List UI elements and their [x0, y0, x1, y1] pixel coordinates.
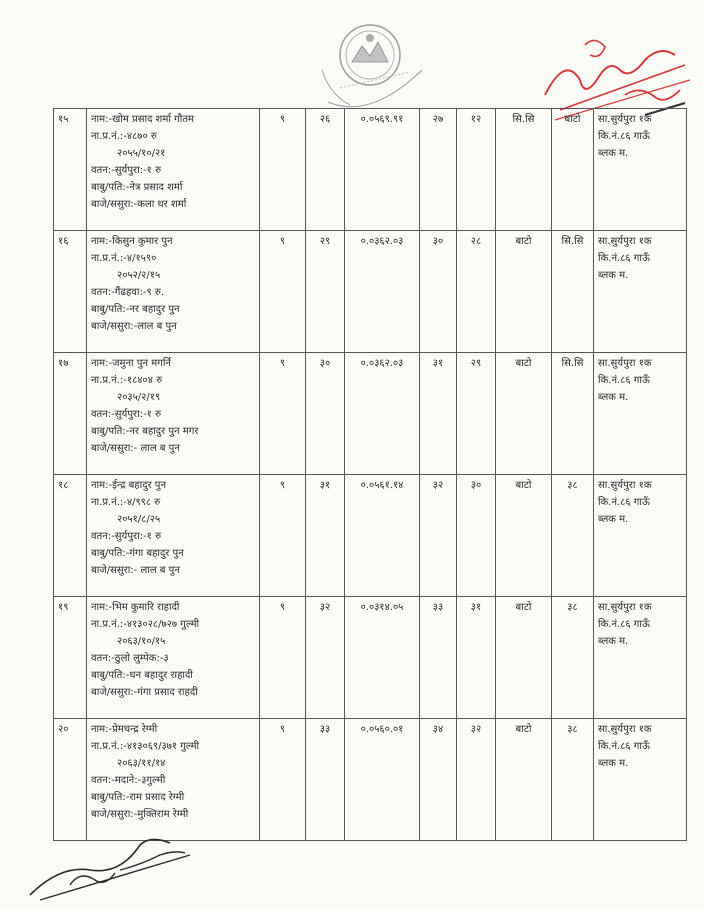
location-line: ब्लक म.	[598, 514, 629, 525]
owner-details	[87, 231, 260, 353]
boundary-east: बाटो	[496, 597, 552, 719]
boundary-west: ३८	[552, 475, 594, 597]
location	[594, 597, 687, 719]
serial-number: २०	[54, 719, 87, 841]
table-row	[54, 353, 687, 475]
father-name: बाबु/पति:-नेत्र प्रसाद शर्मा	[91, 182, 183, 193]
address: वतन:-गैंढहवा:-९ रु.	[91, 287, 165, 298]
ward-number: ९	[260, 109, 306, 231]
area: ०.०५६१.१४	[345, 475, 420, 597]
location-line: सा.सुर्यपुरा १क	[598, 236, 652, 247]
address: वतन:-सुर्यपुरा:-१ रु	[91, 409, 162, 420]
table-body	[54, 109, 687, 841]
address: वतन:-मदाने:-३गुल्मी	[91, 775, 166, 786]
location-line: ब्लक म.	[598, 148, 629, 159]
boundary-east: बाटो	[496, 231, 552, 353]
boundary-east: बाटो	[496, 719, 552, 841]
father-name: बाबु/पति:-राम प्रसाद रेग्मी	[91, 792, 185, 803]
serial-number: १५	[54, 109, 87, 231]
table-row	[54, 109, 687, 231]
citizenship-number: ना.प्र.नं.:-४१३०२८/७२७ गुल्मी	[91, 619, 200, 630]
area: ०.०३६२.०३	[345, 353, 420, 475]
serial-number: १९	[54, 597, 87, 719]
new-kitta: २७	[420, 109, 457, 231]
owner-name: नाम:-जमुना पुन मगर्नि	[91, 358, 171, 369]
location-line: सा.सुर्यपुरा १क	[598, 358, 652, 369]
serial-number: १८	[54, 475, 87, 597]
citizenship-number: ना.प्र.नं.:-४/९९८ रु	[91, 497, 161, 508]
father-name: बाबु/पति:-धन बहादुर राहादी	[91, 670, 193, 681]
kitta-number: २९	[306, 231, 345, 353]
area: ०.०५६०.०१	[345, 719, 420, 841]
adjacent-kitta: २९	[457, 353, 496, 475]
grandfather-name: बाजे/ससुरा:-कला धर शर्मा	[91, 199, 187, 210]
owner-details	[87, 597, 260, 719]
ward-number: ९	[260, 353, 306, 475]
father-name: बाबु/पति:-नर बहादुर पुन मगर	[91, 426, 199, 437]
table-row	[54, 475, 687, 597]
kitta-number: ३२	[306, 597, 345, 719]
issue-date: २०५५/१०/२१	[117, 148, 166, 159]
owner-details	[87, 353, 260, 475]
location-line: कि.नं.८६ गाऊँ	[598, 253, 650, 264]
location	[594, 475, 687, 597]
grandfather-name: बाजे/ससुरा:-लाल ब पुन	[91, 321, 177, 332]
location-line: सा.सुर्यपुरा १क	[598, 602, 652, 613]
grandfather-name: बाजे/ससुरा:-मुक्तिराम रेग्मी	[91, 809, 189, 820]
location-line: ब्लक म.	[598, 392, 629, 403]
area: ०.०३१४.०५	[345, 597, 420, 719]
boundary-west: बाटो	[552, 109, 594, 231]
location-line: ब्लक म.	[598, 636, 629, 647]
government-seal-stamp	[300, 10, 440, 120]
area: ०.०३६२.०३	[345, 231, 420, 353]
table-row	[54, 231, 687, 353]
owner-name: नाम:-किसुन कुमार पुन	[91, 236, 173, 247]
new-kitta: ३२	[420, 475, 457, 597]
boundary-east: बाटो	[496, 475, 552, 597]
owner-name: नाम:-प्रेमचन्द्र रेग्मी	[91, 724, 158, 735]
kitta-number: २६	[306, 109, 345, 231]
citizenship-number: ना.प्र.नं.:-४१३०६९/३७१ गुल्मी	[91, 741, 200, 752]
citizenship-number: ना.प्र.नं.:-४/१५९०	[91, 253, 157, 264]
boundary-west: ३८	[552, 597, 594, 719]
location-line: सा.सुर्यपुरा १क	[598, 724, 652, 735]
father-name: बाबु/पति:-गंगा बहादुर पुन	[91, 548, 184, 559]
land-records-table	[53, 108, 687, 841]
location	[594, 353, 687, 475]
ward-number: ९	[260, 475, 306, 597]
location-line: कि.नं.८६ गाऊँ	[598, 619, 650, 630]
adjacent-kitta: २८	[457, 231, 496, 353]
boundary-east: सि.सि	[496, 109, 552, 231]
location-line: सा.सुर्यपुरा १क	[598, 114, 652, 125]
owner-details	[87, 475, 260, 597]
boundary-west: ३८	[552, 719, 594, 841]
location	[594, 231, 687, 353]
grandfather-name: बाजे/ससुरा:- लाल ब पुन	[91, 565, 180, 576]
location-line: कि.नं.८६ गाऊँ	[598, 375, 650, 386]
new-kitta: ३०	[420, 231, 457, 353]
serial-number: १७	[54, 353, 87, 475]
location-line: कि.नं.८६ गाऊँ	[598, 497, 650, 508]
address: वतन:-सुर्यपुरा:-१ रु	[91, 165, 162, 176]
location	[594, 109, 687, 231]
citizenship-number: ना.प्र.नं.:-४८७० रु	[91, 131, 157, 142]
grandfather-name: बाजे/ससुरा:- लाल ब पुन	[91, 443, 180, 454]
owner-name: नाम:-ईन्द्र बहादुर पुन	[91, 480, 167, 491]
owner-name: नाम:-खोम प्रसाद शर्मा गौतम	[91, 114, 195, 125]
adjacent-kitta: १२	[457, 109, 496, 231]
adjacent-kitta: ३०	[457, 475, 496, 597]
location	[594, 719, 687, 841]
issue-date: २०३५/२/१९	[117, 392, 161, 403]
location-line: कि.नं.८६ गाऊँ	[598, 131, 650, 142]
issue-date: २०५१/८/२५	[117, 514, 161, 525]
adjacent-kitta: ३१	[457, 597, 496, 719]
father-name: बाबु/पति:-नर बहादुर पुन	[91, 304, 180, 315]
new-kitta: ३३	[420, 597, 457, 719]
kitta-number: ३०	[306, 353, 345, 475]
table-row	[54, 597, 687, 719]
location-line: ब्लक म.	[598, 758, 629, 769]
kitta-number: ३३	[306, 719, 345, 841]
address: वतन:-ठुलो लुम्पेक:-३	[91, 653, 169, 664]
grandfather-name: बाजे/ससुरा:-गंगा प्रसाद राहदी	[91, 687, 198, 698]
new-kitta: ३४	[420, 719, 457, 841]
issue-date: २०६३/११/१४	[117, 758, 166, 769]
location-line: कि.नं.८६ गाऊँ	[598, 741, 650, 752]
location-line: सा.सुर्यपुरा १क	[598, 480, 652, 491]
ward-number: ९	[260, 231, 306, 353]
ward-number: ९	[260, 597, 306, 719]
ward-number: ९	[260, 719, 306, 841]
boundary-east: बाटो	[496, 353, 552, 475]
area: ०.०५६९.९१	[345, 109, 420, 231]
table-row	[54, 719, 687, 841]
owner-details	[87, 719, 260, 841]
new-kitta: ३१	[420, 353, 457, 475]
boundary-west: सि.सि	[552, 353, 594, 475]
boundary-west: सि.सि	[552, 231, 594, 353]
adjacent-kitta: ३२	[457, 719, 496, 841]
signature-bottom	[20, 825, 200, 905]
issue-date: २०५२/२/१५	[117, 270, 161, 281]
location-line: ब्लक म.	[598, 270, 629, 281]
serial-number: १६	[54, 231, 87, 353]
owner-details	[87, 109, 260, 231]
citizenship-number: ना.प्र.नं.:-१८४०४ रु	[91, 375, 163, 386]
kitta-number: ३१	[306, 475, 345, 597]
owner-name: नाम:-भिम कुमारि राहादी	[91, 602, 180, 613]
address: वतन:-सुर्यपुरा:-१ रु	[91, 531, 162, 542]
issue-date: २०६३/१०/१५	[117, 636, 166, 647]
